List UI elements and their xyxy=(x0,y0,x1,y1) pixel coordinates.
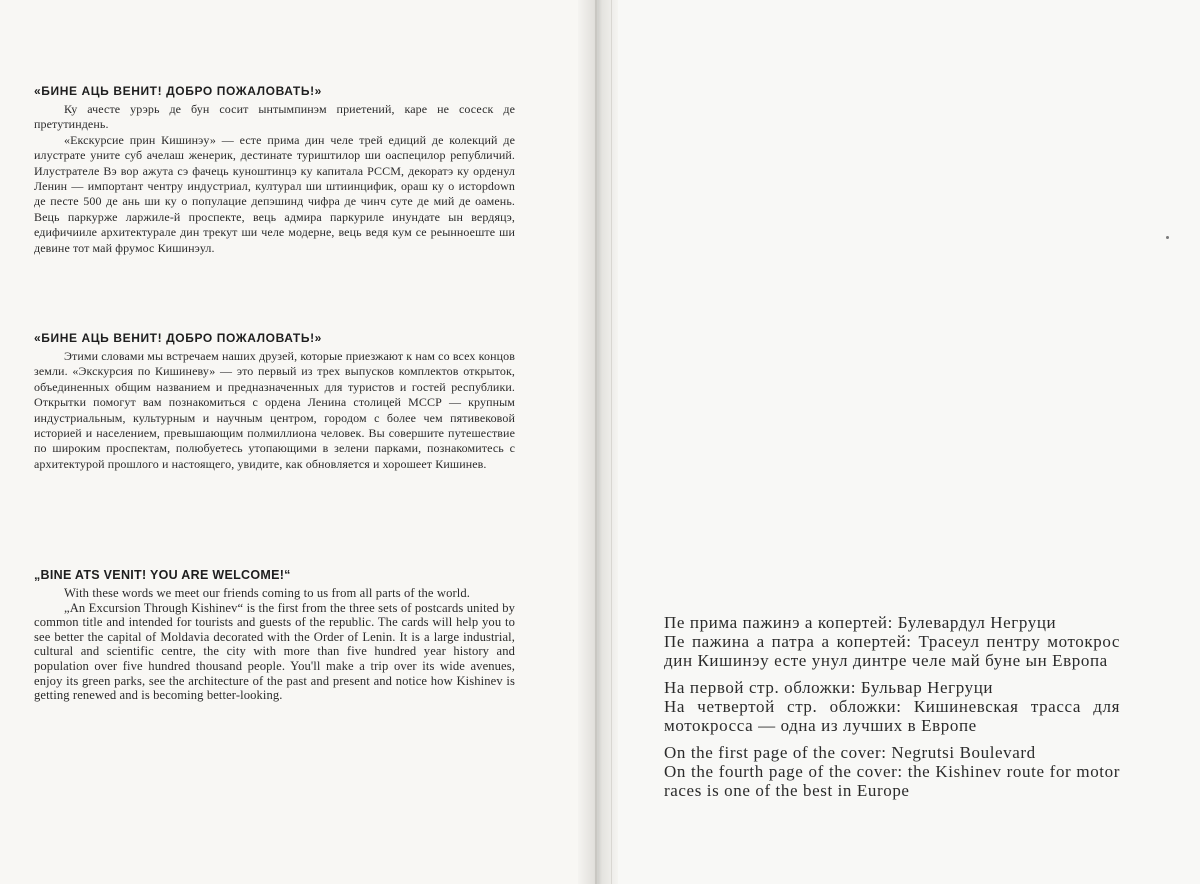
cover-captions xyxy=(664,613,1120,800)
caption-english-front: On the first page of the cover: Negrutsi Boulevard xyxy=(664,743,1036,762)
caption-russian-front: На первой стр. обложки: Бульвар Негруци xyxy=(664,678,994,697)
caption-english-back: On the fourth page of the cover: the Kishinev route for motor races is one of the best in Europe xyxy=(664,762,1120,800)
intro-text-moldavian xyxy=(34,102,515,256)
caption-russian-back: На четвертой стр. обложки: Кишиневская трасса для мотокросса — одна из лучших в Европе xyxy=(664,697,1120,735)
paragraph: With these words we meet our friends coming to us from all parts of the world. xyxy=(64,586,471,600)
paragraph: „An Excursion Through Kishinev“ is the first from the three sets of postcards united by common title and intended for tourists and guests of the republic. The cards will help you to see better the capital of Moldavia decorated with the Order of Lenin. It is a large industrial, cultural and scientific centre, the city with more than five hundred year history and population over five hundred thousand people. You'll make a trip over its wide avenues, enjoy its green parks, see the architecture of the past and present and notice how Kishinev is getting renewed and is becoming better-looking. xyxy=(34,600,515,703)
section-heading-english: „BINE ATS VENIT! YOU ARE WELCOME!“ xyxy=(34,568,291,582)
paragraph: Ку ачесте урэрь де бун сосит ынтымпинэм приетений, каре не сосеск де претутиндень. xyxy=(34,102,515,132)
fold-line xyxy=(595,0,597,884)
section-heading-moldavian: «БИНЕ АЦЬ ВЕНИТ! ДОБРО ПОЖАЛОВАТЬ!» xyxy=(34,84,322,98)
paragraph: Этими словами мы встречаем наших друзей, которые приезжают к нам со всех концов земли. «Экскурсия по Кишиневу» — это первый из трех выпусков комплектов открыток, объединенных общим названием и предназначенных для туристов и гостей республики. Открытки помогут вам познакомиться с ордена Ленина столицей МССР — крупным индустриальным, культурным и научным центром, городом с более чем пятивековой историей и населением, превышающим полмиллиона человек. Вы совершите путешествие по широким проспектам, полюбуетесь утопающими в зелени парками, познакомитесь с архитектурой прошлого и настоящего, увидите, как обновляется и хорошеет Кишинев. xyxy=(34,349,515,471)
paragraph: «Екскурсие прин Кишинэу» — есте прима дин челе трей едиций де колекций де илустрате уните суб ачелаш женерик, дестинате туриштилор ши оаспецилор републичий. Илустрателе Вэ вор ажута сэ фачець куноштинцэ ку капитала РССМ, декоратэ ку орденул Ленин — импортант чентру индустриал, културал ши штиинцифик, ораш ку о исторdown де песте 500 де ань ши ку о популацие депэшинд чифра де чинч суте де мий де оамень. Вець паркурже ларжиле-й проспекте, вець адмира паркуриле инундате ын вердяцэ, едифичииле архитектурале дин трекут ши челе модерне, вець ведя кум се реынноеште ши девине тот май фрумос Кишинэул. xyxy=(34,132,515,255)
caption-moldavian-back: Пе пажина а патра а копертей: Трасеул пентру мотокрос дин Кишинэу есте унул динтре челе май буне ын Европа xyxy=(664,632,1120,670)
intro-text-russian xyxy=(34,349,515,472)
intro-section-english xyxy=(34,568,515,703)
paper-speck xyxy=(1166,236,1169,239)
intro-section-russian xyxy=(34,331,515,472)
page-gutter xyxy=(578,0,618,884)
intro-section-moldavian xyxy=(34,84,515,256)
intro-text-english xyxy=(34,586,515,703)
section-heading-russian: «БИНЕ АЦЬ ВЕНИТ! ДОБРО ПОЖАЛОВАТЬ!» xyxy=(34,331,322,345)
caption-moldavian-front: Пе прима пажинэ а копертей: Булевардул Негруци xyxy=(664,613,1057,632)
fold-line-right xyxy=(611,0,612,884)
